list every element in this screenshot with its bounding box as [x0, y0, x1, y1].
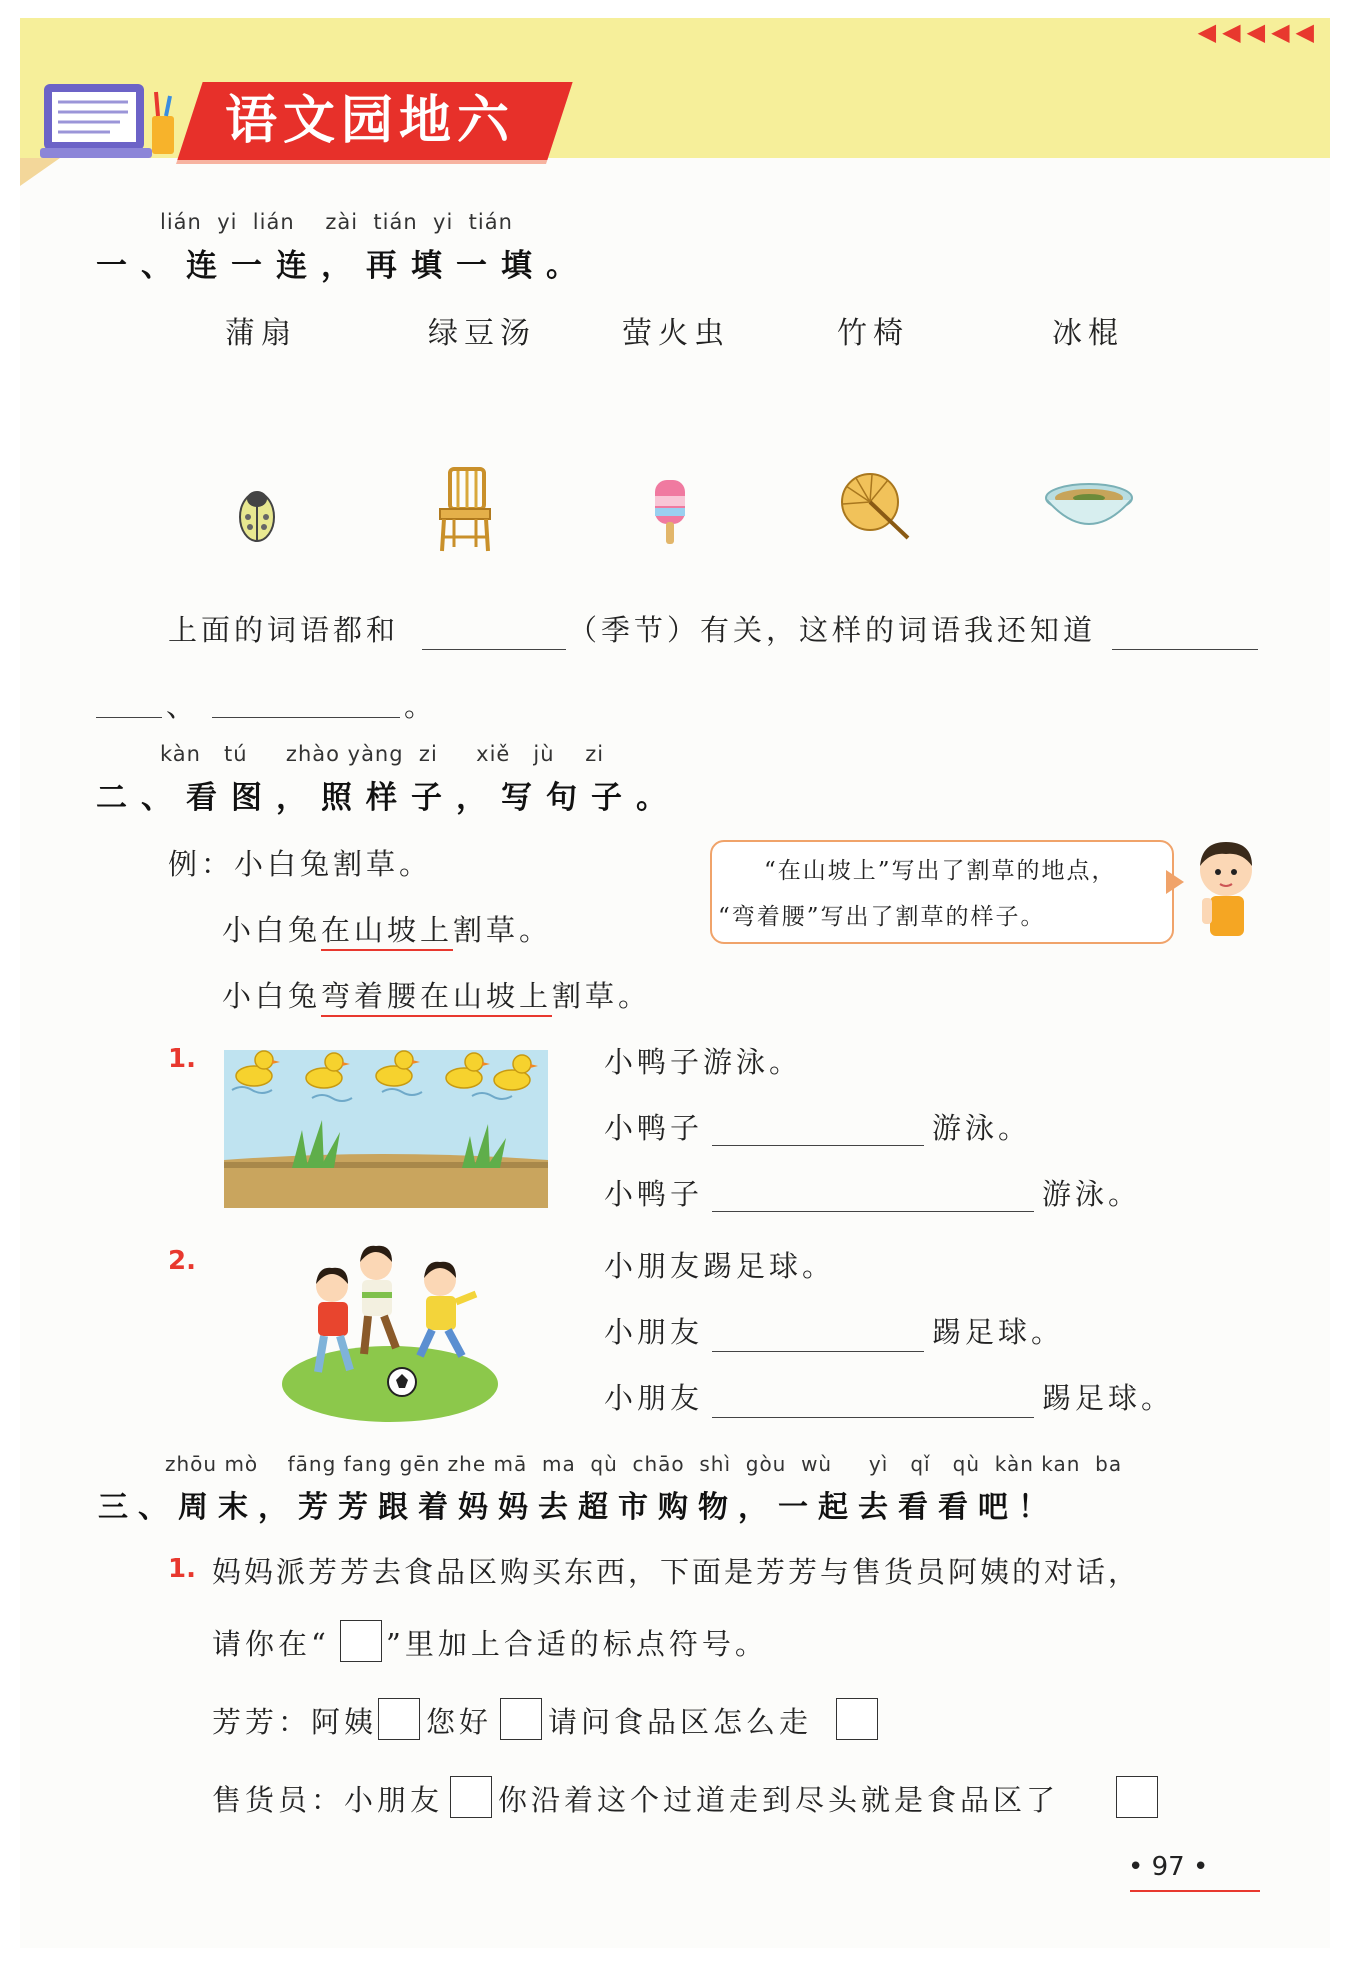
mung-bean-soup-image	[1044, 478, 1134, 538]
section1-pinyin: lián yi lián zài tián yi tián	[160, 210, 513, 234]
boy-avatar	[1192, 836, 1262, 946]
season-blank[interactable]	[422, 648, 566, 650]
item-number: 1.	[168, 1044, 196, 1074]
arrow-icon: ◀	[1271, 18, 1290, 46]
kids-playing-soccer-image	[280, 1244, 500, 1424]
section3-heading: 三、周末，芳芳跟着妈妈去超市购物，一起去看看吧！	[98, 1490, 1058, 1525]
sentence-start: 小朋友	[604, 1315, 704, 1349]
header-fold	[20, 158, 60, 186]
ducks-swimming-image	[222, 1040, 550, 1208]
example-part: 割草。	[453, 913, 553, 947]
dialog-text: 售货员：小朋友	[212, 1783, 444, 1817]
example-highlight: 弯着腰在山坡上	[321, 979, 552, 1017]
arrow-icon: ◀	[1222, 18, 1241, 46]
answer-blank[interactable]	[712, 1416, 1034, 1418]
popsicle-image	[650, 478, 690, 548]
question-text: 请你在“	[212, 1627, 330, 1661]
palm-fan-image	[836, 472, 916, 542]
dialog-text: 你沿着这个过道走到尽头就是食品区了	[498, 1783, 1060, 1817]
punctuation-box[interactable]	[450, 1776, 492, 1818]
answer-blank[interactable]	[712, 1350, 924, 1352]
word-item: 蒲扇	[225, 316, 297, 351]
hint-text: “弯着腰”写出了割草的样子。	[718, 904, 1046, 930]
kid	[420, 1262, 476, 1356]
section2-pinyin: kàn tú zhào yàng zi xiě jù zi	[160, 742, 605, 766]
hint-text: “在山坡上”写出了割草的地点，	[764, 858, 1117, 884]
example-highlight: 在山坡上	[321, 913, 453, 951]
bamboo-chair-image	[436, 465, 496, 555]
arrow-icon: ◀	[1246, 18, 1266, 46]
sentence-start: 小鸭子	[604, 1111, 704, 1145]
sentence-end: 踢足球。	[1042, 1381, 1175, 1415]
sentence-start: 小鸭子	[604, 1177, 704, 1211]
example-label: 例：小白兔割草。	[168, 847, 433, 881]
sentence-end: 游泳。	[1042, 1177, 1142, 1211]
kid	[360, 1246, 396, 1354]
arrow-icon: ◀	[1295, 18, 1314, 46]
answer-blank[interactable]	[712, 1144, 924, 1146]
word-blank[interactable]	[1112, 648, 1258, 650]
section2-heading: 二、看图，照样子，写句子。	[96, 780, 681, 816]
sample-box	[340, 1620, 382, 1662]
question-text: ”里加上合适的标点符号。	[386, 1627, 768, 1661]
page-number: • 97 •	[1128, 1852, 1209, 1882]
example-part: 小白兔	[222, 979, 322, 1013]
word-blank[interactable]	[212, 716, 400, 718]
answer-blank[interactable]	[712, 1210, 1034, 1212]
item-number: 1.	[168, 1554, 196, 1584]
sentence: 小朋友踢足球。	[604, 1249, 836, 1283]
dialog-text: 您好	[426, 1705, 493, 1739]
word-item: 冰棍	[1052, 316, 1124, 351]
example-sentence	[222, 974, 651, 1015]
question-text: 妈妈派芳芳去食品区购买东西，下面是芳芳与售货员阿姨的对话，	[212, 1555, 1141, 1589]
word-item: 竹椅	[837, 316, 909, 351]
page-number-underline	[1130, 1890, 1260, 1892]
fill-text: （季节）有关，这样的词语我还知道	[568, 613, 1097, 647]
punctuation-box[interactable]	[378, 1698, 420, 1740]
word-item: 绿豆汤	[428, 316, 536, 351]
example-part: 割草。	[552, 979, 652, 1013]
arrow-icon: ◀	[1197, 18, 1217, 46]
sentence-end: 踢足球。	[932, 1315, 1065, 1349]
item-number: 2.	[168, 1246, 196, 1276]
word-blank[interactable]	[96, 716, 162, 718]
word-item: 萤火虫	[622, 316, 730, 351]
laptop-icon	[40, 82, 180, 162]
dialog-text: 请问食品区怎么走	[548, 1705, 813, 1739]
punctuation-box[interactable]	[1116, 1776, 1158, 1818]
dialog-text: 芳芳：阿姨	[212, 1705, 378, 1739]
sentence: 小鸭子游泳。	[604, 1045, 803, 1079]
example-sentence	[222, 908, 552, 949]
fill-text: 上面的词语都和	[168, 613, 400, 647]
punctuation-box[interactable]	[500, 1698, 542, 1740]
hint-bubble-tail	[1166, 870, 1184, 894]
firefly-image	[232, 485, 282, 545]
sentence-end: 游泳。	[932, 1111, 1032, 1145]
section1-heading: 一、连一连，再填一填。	[96, 248, 591, 284]
punctuation-box[interactable]	[836, 1698, 878, 1740]
separator-text: 、	[166, 689, 200, 723]
page-title: 语文园地六	[225, 91, 516, 151]
end-text: 。	[404, 689, 438, 723]
sentence-start: 小朋友	[604, 1381, 704, 1415]
header-arrows	[1198, 18, 1314, 46]
example-part: 小白兔	[222, 913, 322, 947]
section3-pinyin: zhōu mò fāng fang gēn zhe mā ma qù chāo shì gòu wù yì qǐ qù kàn kan ba	[165, 1452, 1123, 1476]
